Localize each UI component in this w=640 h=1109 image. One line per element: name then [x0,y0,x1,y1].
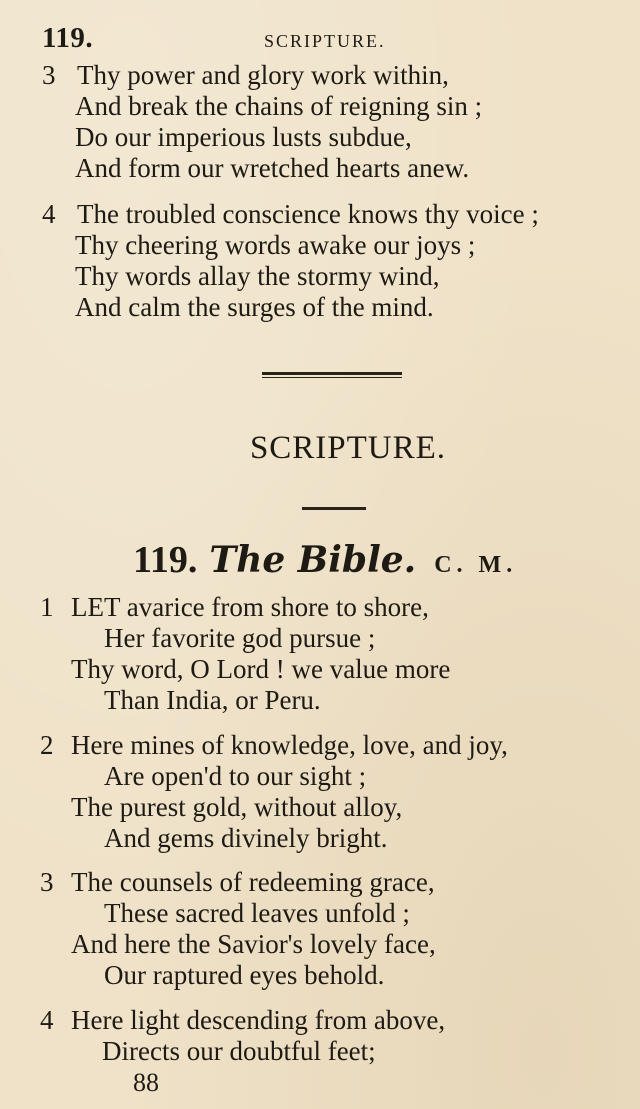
verse-line: And form our wretched hearts anew. [75,153,470,183]
running-head-number: 119. [42,22,94,54]
verse-line: Thy cheering words awake our joys ; [75,230,476,260]
verse-line: Directs our doubtful feet; [102,1036,376,1066]
short-rule-divider [302,507,366,510]
hymn-meter: C. M. [434,552,518,578]
hymn-heading [133,538,517,582]
page-number: 88 [133,1068,159,1097]
stanza-number: 3 [42,60,56,90]
stanza-number: 2 [40,730,54,760]
verse-line: LET avarice from shore to shore, [71,592,429,622]
verse-line: These sacred leaves unfold ; [104,898,410,928]
verse-line: And calm the surges of the mind. [75,292,434,322]
hymn-title: The Bible. [209,539,417,581]
section-title: SCRIPTURE. [249,430,447,466]
verse-line: Thy words allay the stormy wind, [75,261,440,291]
verse-line: Here light descending from above, [71,1005,446,1035]
verse-line: Her favorite god pursue ; [104,623,376,653]
verse-line: Thy power and glory work within, [77,60,449,90]
running-head-title: SCRIPTURE. [264,31,386,51]
stanza-number: 4 [42,199,56,229]
stanza-number: 1 [40,592,54,622]
hymn-number: 119. [133,539,198,581]
verse-line: And gems divinely bright. [104,823,388,853]
verse-line: Here mines of knowledge, love, and joy, [71,730,508,760]
verse-line: Thy word, O Lord ! we value more [71,654,451,684]
stanza-number: 3 [40,867,54,897]
verse-line: The counsels of redeeming grace, [71,867,435,897]
verse-line: Than India, or Peru. [104,685,321,715]
verse-line: Our raptured eyes behold. [104,960,385,990]
verse-line: The troubled conscience knows thy voice ; [77,199,539,229]
verse-line: And here the Savior's lovely face, [71,929,436,959]
verse-line: The purest gold, without alloy, [71,792,403,822]
verse-line: And break the chains of reigning sin ; [75,91,483,121]
stanza-number: 4 [40,1005,54,1035]
verse-line: Do our imperious lusts subdue, [75,122,412,152]
verse-line: Are open'd to our sight ; [104,761,367,791]
double-rule-divider [262,372,402,378]
